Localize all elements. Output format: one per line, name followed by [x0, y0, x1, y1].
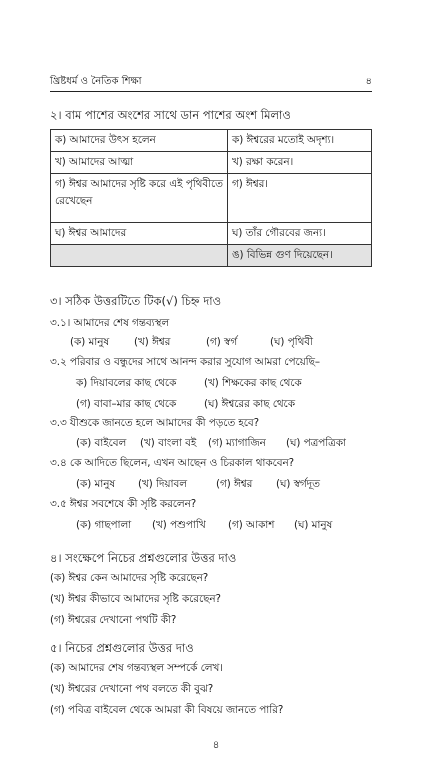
header-page-number: ৪ [365, 76, 372, 87]
option: (খ) বাংলা বই [140, 437, 197, 449]
right-cell: গ) ঈশ্বর। [228, 174, 372, 223]
question-3-2: ৩.২ পরিবার ও বন্ধুদের সাথে আনন্দ করার সুযোগ আমরা পেয়েছি– [50, 356, 320, 368]
option: (ঘ) স্বর্গদূত [276, 478, 320, 490]
option: (ঘ) পৃথিবী [270, 336, 313, 348]
section-2-title: ২। বাম পাশের অংশের সাথে ডান পাশের অংশ মিলাও [50, 108, 291, 122]
left-cell: ক) আমাদের উৎস হলেন [51, 130, 228, 152]
question-4-c: (গ) ঈশ্বরের দেখানো পথটি কী? [50, 614, 177, 626]
section-5-title: ৫। নিচের প্রশ্নগুলোর উত্তর দাও [50, 641, 194, 655]
option: (গ) আকাশ [228, 519, 275, 531]
question-3-5: ৩.৫ ঈশ্বর সবশেষে কী সৃষ্টি করলেন? [50, 498, 197, 510]
right-cell: ঙ) বিভিন্ন গুণ দিয়েছেন। [228, 245, 372, 267]
option: (গ) বাবা–মার কাছ থেকে [76, 398, 177, 410]
question-3-4: ৩.৪ কে আদিতে ছিলেন, এখন আছেন ও চিরকাল থাকবেন? [50, 457, 295, 469]
option: (ক) বাইবেল [76, 437, 127, 449]
question-3-3: ৩.৩ যীশুকে জানতে হলে আমাদের কী পড়তে হবে? [50, 417, 260, 429]
footer-page-number: ৪ [212, 739, 220, 751]
question-4-b: (খ) ঈশ্বর কীভাবে আমাদের সৃষ্টি করেছেন? [50, 593, 221, 605]
option: (খ) ঈশ্বর [134, 336, 171, 348]
left-cell [51, 245, 228, 267]
table-row [51, 130, 372, 152]
question-4-a: (ক) ঈশ্বর কেন আমাদের সৃষ্টি করেছেন? [50, 572, 209, 584]
header-rule [50, 91, 372, 92]
right-cell: ক) ঈশ্বরের মতোই অদৃশ্য। [228, 130, 372, 152]
table-row [51, 152, 372, 174]
question-3-1: ৩.১। আমাদের শেষ গন্তব্যস্থল [50, 317, 170, 329]
option: (ক) গাছপালা [76, 519, 132, 531]
table-row [51, 174, 372, 223]
option: (ঘ) মানুষ [294, 519, 333, 531]
question-5-b: (খ) ঈশ্বরের দেখানো পথ বলতে কী বুঝ? [50, 683, 214, 695]
option: (ঘ) পত্রপত্রিকা [286, 437, 346, 449]
question-5-a: (ক) আমাদের শেষ গন্তব্যস্থল সম্পর্কে লেখ। [50, 662, 223, 674]
right-cell: খ) রক্ষা করেন। [228, 152, 372, 174]
option: (খ) শিক্ষকের কাছ থেকে [204, 377, 302, 389]
option: (গ) ঈশ্বর [216, 478, 253, 490]
table-row [51, 245, 372, 267]
option: (ঘ) ঈশ্বরের কাছ থেকে [204, 398, 295, 410]
left-cell: খ) আমাদের আত্মা [51, 152, 228, 174]
right-cell: ঘ) তাঁর গৌরবের জন্য। [228, 223, 372, 245]
left-cell: ঘ) ঈশ্বর আমাদের [51, 223, 228, 245]
left-cell: গ) ঈশ্বর আমাদের সৃষ্টি করে এই পৃথিবীতে রেখেছেন [51, 174, 228, 223]
running-header [50, 74, 372, 91]
option: (ক) মানুষ [70, 336, 110, 348]
matching-table [50, 129, 372, 267]
section-3-title: ৩। সঠিক উত্তরটিতে টিক(√) চিহ্ন দাও [50, 294, 222, 308]
option: (খ) পশুপাখি [152, 519, 206, 531]
question-5-c: (গ) পবিত্র বাইবেল থেকে আমরা কী বিষয়ে জানতে পারি? [50, 704, 284, 716]
option: (খ) দিয়াবল [138, 478, 187, 490]
table-row [51, 223, 372, 245]
option: (গ) ম্যাগাজিন [208, 437, 266, 449]
header-title: খ্রিষ্টধর্ম ও নৈতিক শিক্ষা [50, 76, 142, 87]
option: ক) দিয়াবলের কাছ থেকে [76, 377, 177, 389]
section-4-title: ৪। সংক্ষেপে নিচের প্রশ্নগুলোর উত্তর দাও [50, 551, 237, 565]
option: (ক) মানুষ [76, 478, 116, 490]
option: (গ) স্বর্গ [206, 336, 238, 348]
